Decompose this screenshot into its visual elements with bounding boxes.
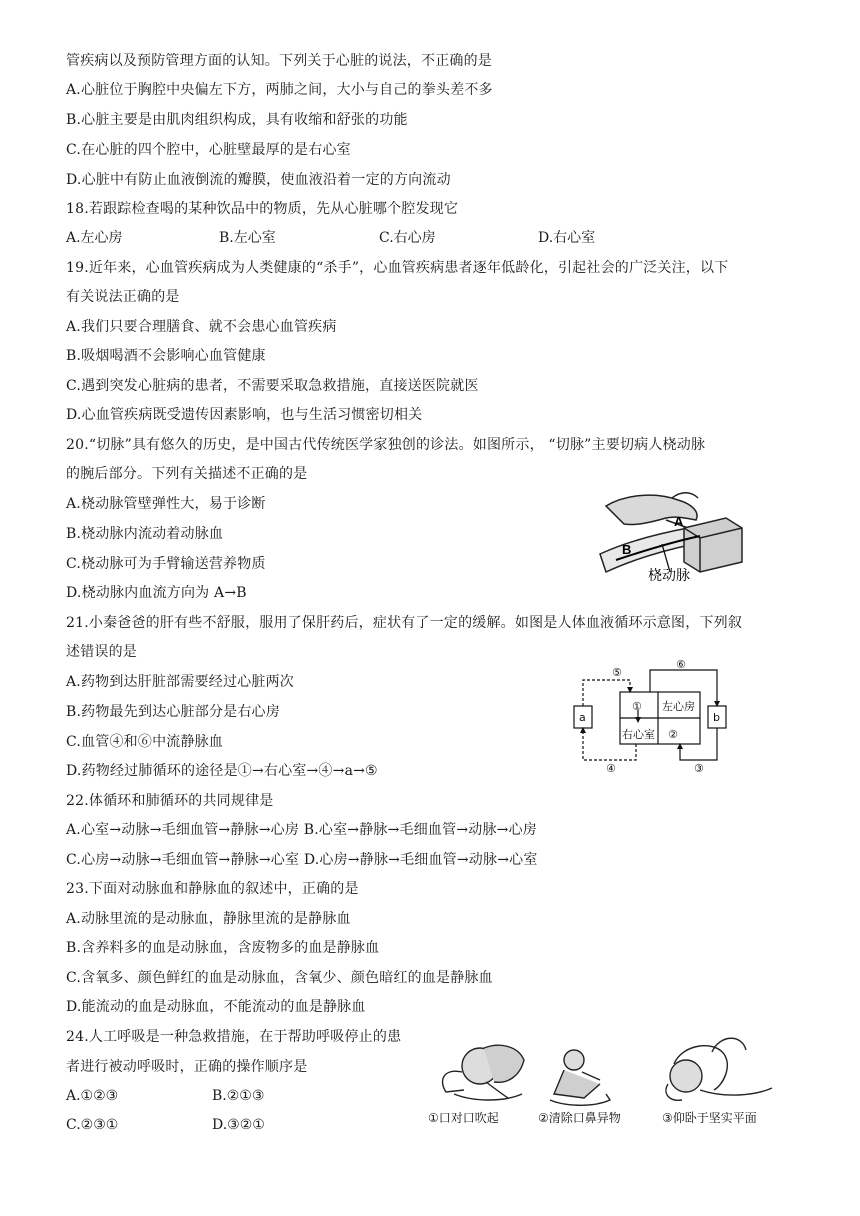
q17-option-d: D.心脏中有防止血液倒流的瓣膜，使血液沿着一定的方向流动 bbox=[66, 172, 451, 188]
q19-stem-2: 有关说法正确的是 bbox=[66, 289, 180, 305]
q24-stem-2: 者进行被动呼吸时，正确的操作顺序是 bbox=[66, 1059, 308, 1075]
label-5: ⑤ bbox=[612, 666, 622, 679]
pulse-figure bbox=[596, 484, 746, 584]
label-3: ③ bbox=[694, 762, 704, 775]
q24-stem-1: 24.人工呼吸是一种急救措施，在于帮助呼吸停止的患 bbox=[66, 1029, 402, 1045]
q24-option-a: A.①②③ bbox=[66, 1088, 119, 1104]
wrist-illustration bbox=[600, 493, 742, 572]
q20-stem-1: 20.“切脉”具有悠久的历史，是中国古代传统医学家独创的诊法。如图所示， “切脉”主要切病人桡动脉 bbox=[66, 437, 706, 453]
q24-option-d: D.③②① bbox=[212, 1117, 265, 1133]
q19-option-c: C.遇到突发心脏病的患者，不需要采取急救措施，直接送医院就医 bbox=[66, 378, 479, 394]
q21-stem-2: 述错误的是 bbox=[66, 644, 137, 660]
q18-stem: 18.若跟踪检查喝的某种饮品中的物质，先从心脏哪个腔发现它 bbox=[66, 201, 459, 217]
q18-option-c: C.右心房 bbox=[379, 230, 436, 246]
q23-option-c: C.含氧多、颜色鲜红的血是动脉血，含氧少、颜色暗红的血是静脉血 bbox=[66, 970, 493, 986]
cpr-panel-3 bbox=[666, 1038, 772, 1100]
cpr-caption-2: ②清除口鼻异物 bbox=[538, 1111, 621, 1125]
q17-option-b: B.心脏主要是由肌肉组织构成，具有收缩和舒张的功能 bbox=[66, 112, 408, 128]
label-a: a bbox=[579, 711, 586, 724]
q22-options-ab: A.心室→动脉→毛细血管→静脉→心房 B.心室→静脉→毛细血管→动脉→心房 bbox=[66, 822, 537, 838]
q21-option-d: D.药物经过肺循环的途径是①→右心室→④→a→⑤ bbox=[66, 763, 378, 779]
q19-stem-1: 19.近年来，心血管疾病成为人类健康的“杀手”，心血管疾病患者逐年低龄化，引起社会的广泛关注，以下 bbox=[66, 260, 729, 276]
q20-option-a: A.桡动脉管壁弹性大，易于诊断 bbox=[66, 496, 266, 512]
q20-option-c: C.桡动脉可为手臂输送营养物质 bbox=[66, 556, 266, 572]
label-1: ① bbox=[632, 700, 642, 713]
label-b: b bbox=[713, 711, 720, 724]
q17-stem: 管疾病以及预防管理方面的认知。下列关于心脏的说法，不正确的是 bbox=[66, 53, 492, 69]
pulse-caption: 桡动脉 bbox=[648, 568, 690, 584]
q23-stem: 23.下面对动脉血和静脉血的叙述中，正确的是 bbox=[66, 881, 359, 897]
pulse-label-a: A bbox=[674, 514, 684, 529]
q24-option-c: C.②③① bbox=[66, 1117, 119, 1133]
q18-option-d: D.右心室 bbox=[538, 230, 596, 246]
cpr-panel-1 bbox=[443, 1045, 524, 1100]
q23-option-b: B.含养料多的血是动脉血，含废物多的血是静脉血 bbox=[66, 940, 380, 956]
circulation-diagram bbox=[570, 660, 736, 776]
label-6: ⑥ bbox=[676, 660, 686, 671]
cpr-caption-3: ③仰卧于坚实平面 bbox=[662, 1111, 757, 1125]
q19-option-b: B.吸烟喝酒不会影响心血管健康 bbox=[66, 348, 266, 364]
q17-option-a: A.心脏位于胸腔中央偏左下方，两肺之间，大小与自己的拳头差不多 bbox=[66, 82, 493, 98]
q20-option-b: B.桡动脉内流动着动脉血 bbox=[66, 526, 224, 542]
q20-stem-2: 的腕后部分。下列有关描述不正确的是 bbox=[66, 466, 308, 482]
q23-option-a: A.动脉里流的是动脉血，静脉里流的是静脉血 bbox=[66, 911, 351, 927]
cpr-panel-2 bbox=[550, 1050, 610, 1105]
q20-option-d: D.桡动脉内血流方向为 A→B bbox=[66, 585, 247, 601]
q24-option-b: B.②①③ bbox=[212, 1088, 265, 1104]
q21-stem-1: 21.小秦爸爸的肝有些不舒服，服用了保肝药后，症状有了一定的缓解。如图是人体血液循环示意图，下列叙 bbox=[66, 615, 743, 631]
q21-option-a: A.药物到达肝脏部需要经过心脏两次 bbox=[66, 674, 294, 690]
pulse-label-b: B bbox=[622, 542, 632, 557]
q21-option-b: B.药物最先到达心脏部分是右心房 bbox=[66, 704, 280, 720]
q22-options-cd: C.心房→动脉→毛细血管→静脉→心室 D.心房→静脉→毛细血管→动脉→心室 bbox=[66, 852, 538, 868]
cpr-caption-1: ①口对口吹起 bbox=[428, 1111, 499, 1125]
q19-option-a: A.我们只要合理膳食、就不会患心血管疾病 bbox=[66, 319, 337, 335]
q23-option-d: D.能流动的血是动脉血，不能流动的血是静脉血 bbox=[66, 999, 366, 1015]
label-2: ② bbox=[668, 728, 678, 741]
label-left-atrium: 左心房 bbox=[662, 700, 695, 713]
q18-option-b: B.左心室 bbox=[219, 230, 276, 246]
q19-option-d: D.心血管疾病既受遗传因素影响，也与生活习惯密切相关 bbox=[66, 407, 423, 423]
label-right-ventricle: 右心室 bbox=[622, 728, 655, 741]
q17-option-c: C.在心脏的四个腔中，心脏壁最厚的是右心室 bbox=[66, 142, 351, 158]
label-4: ④ bbox=[606, 762, 616, 775]
cpr-figure bbox=[424, 1024, 780, 1132]
q18-option-a: A.左心房 bbox=[66, 230, 123, 246]
q22-stem: 22.体循环和肺循环的共同规律是 bbox=[66, 793, 274, 809]
q21-option-c: C.血管④和⑥中流静脉血 bbox=[66, 734, 224, 750]
